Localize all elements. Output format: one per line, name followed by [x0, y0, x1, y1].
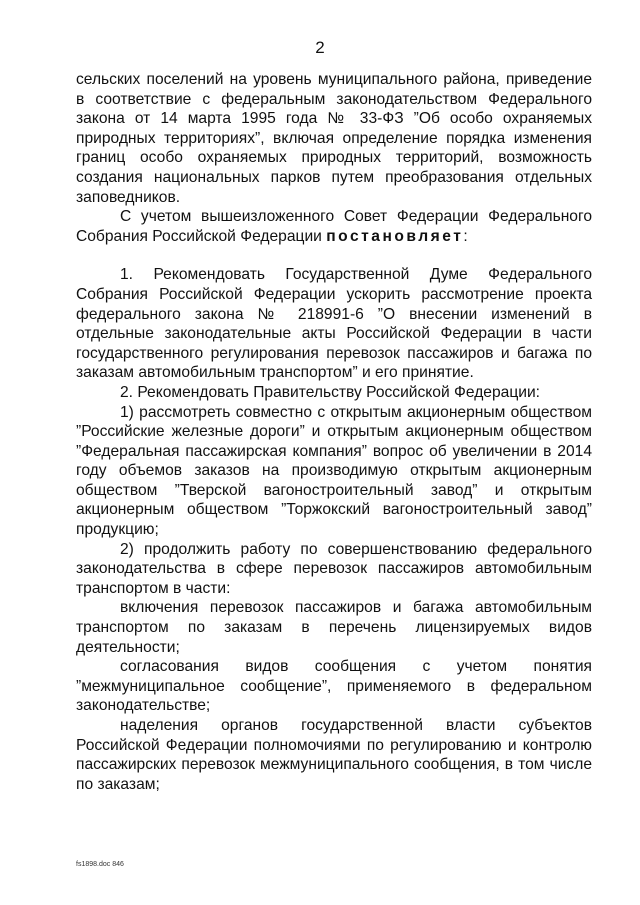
paragraph: 1. Рекомендовать Государственной Думе Федерального Собрания Российской Федерации ускорить рассмотрение проекта федерального закона № 218991-6 ”О внесении изменений в отдельные законодательные акты Российской Федерации в части государственного регулирования перевозок пассажиров и багажа по заказам автомобильным транспортом” и его принятие.	[76, 266, 592, 382]
page-number: 2	[315, 38, 325, 57]
file-reference-footer: fs1898.doc 846	[76, 861, 124, 868]
resolution-paragraph	[76, 207, 592, 246]
paragraph: 1) рассмотреть совместно с открытым акционерным обществом ”Российские железные дороги” и открытым акционерным обществом ”Федеральная пассажирская компания” вопрос об увеличении в 2014 году объемов заказов на производимую открытым акционерным обществом ”Тверской вагоностроительный завод” и открытым акционерным обществом ”Торжокский вагоностроительный завод” продукцию;	[76, 403, 592, 539]
paragraph: 2) продолжить работу по совершенствованию федерального законодательства в сфере перевозок пассажиров автомобильным транспортом в части:	[76, 540, 592, 597]
resolution-keyword: постановляет	[326, 227, 464, 245]
paragraph: согласования видов сообщения с учетом понятия ”межмуниципальное сообщение”, применяемого в федеральном законодательстве;	[76, 658, 592, 715]
paragraph: наделения органов государственной власти субъектов Российской Федерации полномочиями по регулированию и контролю пассажирских перевозок межмуниципального сообщения, в том числе по заказам;	[76, 717, 592, 793]
document-body	[76, 70, 592, 794]
resolution-colon: :	[463, 227, 468, 245]
paragraph: сельских поселений на уровень муниципального района, приведение в соответствие с федеральным законодательством Федерального закона от 14 марта 1995 года № 33-ФЗ ”Об особо охраняемых природных территориях”, включая определение порядка изменения границ особо охраняемых природных территорий, возможность создания национальных парков путем преобразования отдельных заповедников.	[76, 71, 592, 206]
paragraph: 2. Рекомендовать Правительству Российской Федерации:	[120, 383, 541, 401]
spacer	[76, 246, 592, 265]
paragraph: включения перевозок пассажиров и багажа автомобильным транспортом по заказам в перечень лицензируемых видов деятельности;	[76, 599, 592, 656]
resolution-text: С учетом вышеизложенного Совет Федерации Федерального Собрания Российской Федерации	[76, 208, 592, 245]
